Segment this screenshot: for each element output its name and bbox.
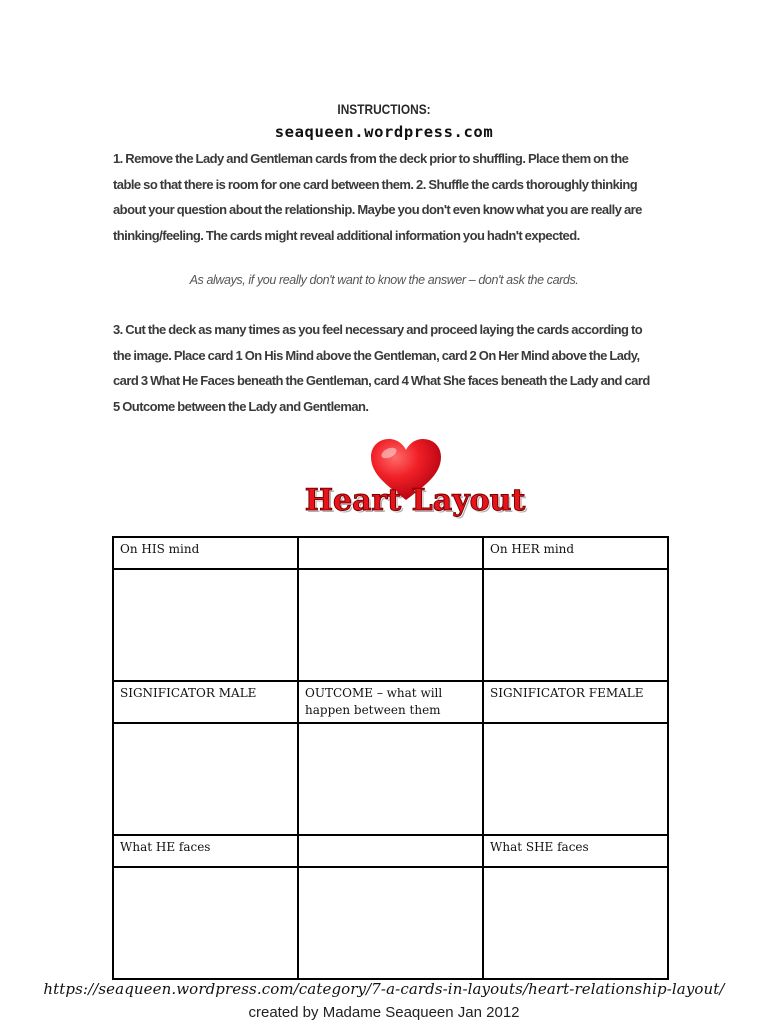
instructions-heading: INSTRUCTIONS:: [337, 101, 431, 117]
card-slot-3: [113, 867, 298, 979]
cell-top-middle: [298, 537, 483, 569]
card-slot-lady: [483, 723, 668, 835]
card-layout-grid: [112, 536, 669, 980]
instruction-paragraph-3: 3. Cut the deck as many times as you feel necessary and proceed laying the cards according to the image. Place card 1 On His Mind above the Gentleman, card 2 On Her Mind above the Lady, card 3 What He Faces beneath the Gentleman, card 4 What She faces beneath the Lady and card 5 Outcome between the Lady and Gentleman.: [113, 322, 650, 414]
heart-layout-title: Heart Layout: [304, 483, 526, 518]
card-slot-2: [483, 569, 668, 681]
cell-on-his-mind: On HIS mind: [113, 537, 298, 569]
card-slot-top-middle: [298, 569, 483, 681]
cell-what-he-faces: What HE faces: [113, 835, 298, 867]
card-slot-4: [483, 867, 668, 979]
cell-bottom-middle: [298, 835, 483, 867]
cell-outcome: OUTCOME – what will happen between them: [298, 681, 483, 723]
cell-significator-male: SIGNIFICATOR MALE: [113, 681, 298, 723]
card-slot-bottom-middle: [298, 867, 483, 979]
credit-line: created by Madame Seaqueen Jan 2012: [248, 1004, 520, 1021]
card-slot-1: [113, 569, 298, 681]
instruction-paragraph-1: 1. Remove the Lady and Gentleman cards from the deck prior to shuffling. Place them on the table so that there is room for one card between them. 2. Shuffle the cards thoroughly thinking about your question about the relationship. Maybe you don't even know what you are really are thinking/feeling. The cards might reveal additional information you hadn't expected.: [113, 151, 642, 243]
cell-significator-female: SIGNIFICATOR FEMALE: [483, 681, 668, 723]
cell-on-her-mind: On HER mind: [483, 537, 668, 569]
source-url[interactable]: https://seaqueen.wordpress.com/category/7-a-cards-in-layouts/heart-relationship-layout/: [43, 980, 725, 998]
cell-what-she-faces: What SHE faces: [483, 835, 668, 867]
site-name: seaqueen.wordpress.com: [274, 123, 494, 141]
card-slot-gentleman: [113, 723, 298, 835]
instruction-quote: As always, if you really don't want to know the answer – don't ask the cards.: [189, 273, 579, 287]
card-slot-5: [298, 723, 483, 835]
